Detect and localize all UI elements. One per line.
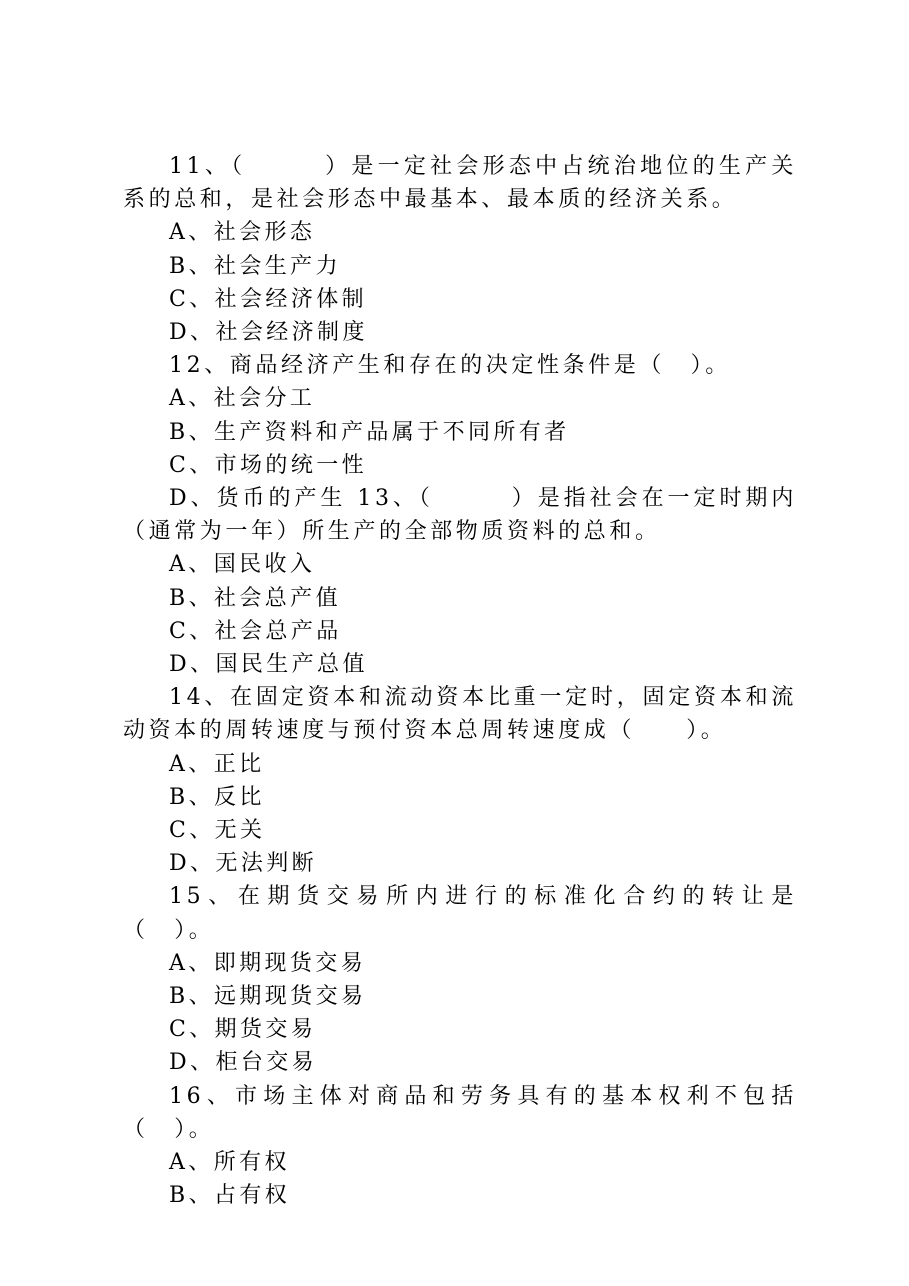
question-12: 12、商品经济产生和存在的决定性条件是（ ）。 [169,353,731,379]
option-13-a: A、国民收入 [169,552,316,578]
option-14-a: A、正比 [169,751,265,777]
option-13-c: C、社会总产品 [169,618,342,644]
question-16: 16、市场主体对商品和劳务具有的基本权利不包括（ ）。 [123,1083,797,1142]
option-14-b: B、反比 [169,784,265,810]
question-11: 11、（ ）是一定社会形态中占统治地位的生产关系的总和，是社会形态中最基本、最本质的经济关系。 [123,154,797,213]
option-11-a: A、社会形态 [169,220,316,246]
option-15-a: A、即期现货交易 [169,950,367,976]
option-11-b: B、社会生产力 [169,253,341,279]
option-15-b: B、远期现货交易 [169,984,367,1010]
option-16-a: A、所有权 [169,1150,290,1176]
option-12-a: A、社会分工 [169,386,316,412]
option-14-d: D、无法判断 [169,851,318,877]
option-14-c: C、无关 [169,818,266,844]
option-12-b: B、生产资料和产品属于不同所有者 [169,419,570,445]
option-13-b: B、社会总产值 [169,585,341,611]
option-11-d: D、社会经济制度 [169,320,368,346]
question-15: 15、在期货交易所内进行的标准化合约的转让是（ ）。 [123,884,797,943]
question-14: 14、在固定资本和流动资本比重一定时，固定资本和流动资本的周转速度与预付资本总周转速度成（ ）。 [123,685,797,744]
option-16-b: B、占有权 [169,1183,291,1209]
option-12-d-and-question-13: D、货币的产生 13、（ ）是指社会在一定时期内（通常为一年）所生产的全部物质资料的总和。 [123,486,797,545]
option-13-d: D、国民生产总值 [169,652,368,678]
document-body [123,150,797,1213]
option-11-c: C、社会经济体制 [169,286,368,312]
option-12-c: C、市场的统一性 [169,452,368,478]
option-15-d: D、柜台交易 [169,1050,318,1076]
option-15-c: C、期货交易 [169,1017,317,1043]
